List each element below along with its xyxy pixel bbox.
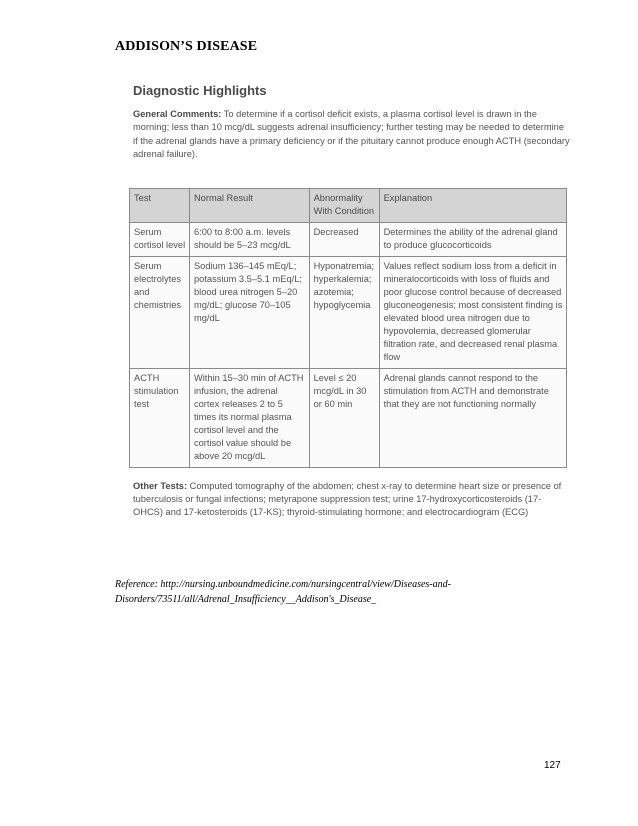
cell-normal-result: Within 15–30 min of ACTH infusion, the adrenal cortex releases 2 to 5 times its normal plasma cortisol level and the cortisol value should be above 20 mcg/dL	[189, 368, 309, 467]
header-normal-result: Normal Result	[189, 188, 309, 222]
cell-abnormality: Level ≤ 20 mcg/dL in 30 or 60 min	[309, 368, 379, 467]
other-tests	[133, 480, 571, 520]
cell-explanation: Determines the ability of the adrenal gland to produce glucocorticoids	[379, 222, 566, 256]
reference-citation: Reference: http://nursing.unboundmedicine.com/nursingcentral/view/Diseases-and-Disorders/73511/all/Adrenal_Insufficiency__Addison's_Disease_	[115, 579, 451, 605]
general-comments	[133, 108, 571, 162]
cell-abnormality: Hyponatremia; hyperkalemia; azotemia; hypoglycemia	[309, 256, 379, 368]
cell-test: Serum cortisol level	[130, 222, 190, 256]
other-tests-label: Other Tests:	[133, 480, 188, 491]
cell-test: ACTH stimulation test	[130, 368, 190, 467]
page-number: 127	[544, 760, 561, 771]
cell-normal-result: Sodium 136–145 mEq/L; potassium 3.5–5.1 mEq/L; blood urea nitrogen 5–20 mg/dL; glucose 70–105 mg/dL	[189, 256, 309, 368]
cell-explanation: Adrenal glands cannot respond to the stimulation from ACTH and demonstrate that they are not functioning normally	[379, 368, 566, 467]
table-row	[130, 222, 567, 256]
page-title: ADDISON’S DISEASE	[115, 39, 258, 54]
other-tests-text: Computed tomography of the abdomen; chest x-ray to determine heart size or presence of tuberculosis or fungal infections; metyrapone suppression test; urine 17-hydroxycorticosteroids (17-OHCS) and 17-ketosteroids (17-KS); thyroid-stimulating hormone; and electrocardiogram (ECG)	[133, 480, 562, 518]
header-abnormality: Abnormality With Condition	[309, 188, 379, 222]
table-row	[130, 256, 567, 368]
header-test: Test	[130, 188, 190, 222]
general-comments-text: To determine if a cortisol deficit exists, a plasma cortisol level is drawn in the morning; less than 10 mcg/dL suggests adrenal insufficiency; further testing may be needed to determine if the adrenal glands have a primary deficiency or if the pituitary cannot produce enough ACTH (secondary adrenal failure).	[133, 109, 570, 160]
figure-heading: Diagnostic Highlights	[133, 83, 267, 98]
table-row	[130, 368, 567, 467]
cell-test: Serum electrolytes and chemistries	[130, 256, 190, 368]
cell-normal-result: 6:00 to 8:00 a.m. levels should be 5–23 mcg/dL	[189, 222, 309, 256]
diagnostic-highlights-figure	[129, 83, 569, 520]
cell-explanation: Values reflect sodium loss from a deficit in mineralocorticoids with loss of fluids and poor glucose control because of decreased gluconeogenesis; most consistent finding is elevated blood urea nitrogen due to hypovolemia, decreased glomerular filtration rate, and decreased renal plasma flow	[379, 256, 566, 368]
diagnostic-table	[129, 188, 567, 468]
header-explanation: Explanation	[379, 188, 566, 222]
general-comments-label: General Comments:	[133, 109, 222, 119]
table-header-row	[130, 188, 567, 222]
cell-abnormality: Decreased	[309, 222, 379, 256]
